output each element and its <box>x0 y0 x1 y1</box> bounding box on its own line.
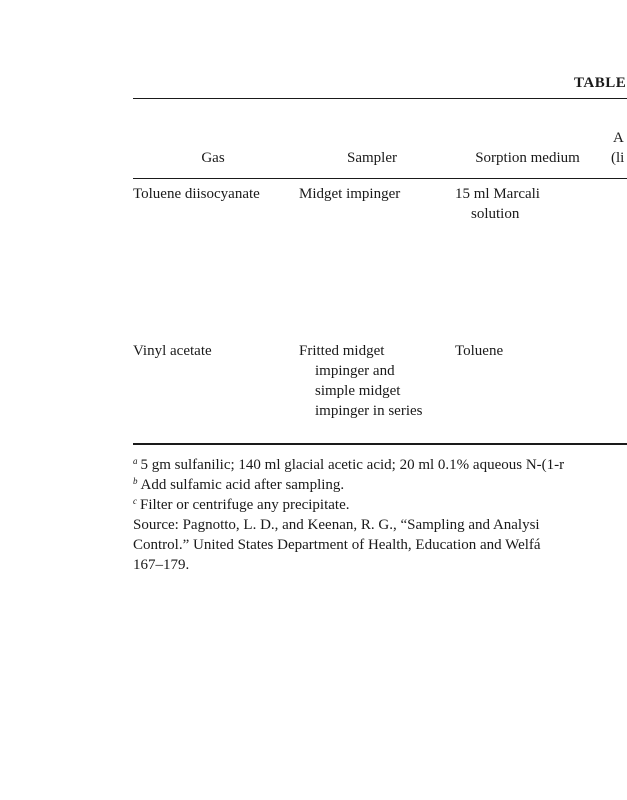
footnote-c <box>133 495 627 515</box>
sampler-line: impinger and <box>315 363 395 379</box>
footnote-text: 5 gm sulfanilic; 140 ml glacial acetic acid; 20 ml 0.1% aqueous N-(1-r <box>140 457 565 473</box>
header-partial-top: A <box>613 130 624 146</box>
table-row-1-gas: Toluene diisocyanate <box>133 186 260 202</box>
header-gas: Gas <box>201 150 225 166</box>
header-sorption-medium: Sorption medium <box>475 150 580 166</box>
table-row-2-gas: Vinyl acetate <box>133 343 212 359</box>
header-rule <box>133 178 627 179</box>
medium-line: Toluene <box>455 343 504 359</box>
footnote-text: Add sulfamic acid after sampling. <box>140 477 345 493</box>
footnote-b <box>133 475 627 495</box>
sampler-line: Midget impinger <box>299 186 401 202</box>
footnote-text: Filter or centrifuge any precipitate. <box>140 497 350 513</box>
table-row-1-sampler <box>299 184 400 204</box>
header-sampler: Sampler <box>347 150 397 166</box>
medium-line: 15 ml Marcali <box>455 186 540 202</box>
footnote-mark: b <box>133 476 138 486</box>
footnote-a <box>133 455 627 475</box>
sampler-line: Fritted midget <box>299 343 385 359</box>
sampler-line: impinger in series <box>315 403 423 419</box>
table-row-2-medium <box>455 341 503 361</box>
footnote-mark: a <box>133 456 138 466</box>
source-line-1: Source: Pagnotto, L. D., and Keenan, R. G., “Sampling and Analysi <box>133 517 540 533</box>
medium-line: solution <box>471 206 520 222</box>
source-line-3: 167–179. <box>133 557 190 573</box>
top-rule <box>133 98 627 99</box>
table-row-1-medium <box>455 184 540 224</box>
source-line-2: Control.” United States Department of Health, Education and Welfá <box>133 537 541 553</box>
sampler-line: simple midget <box>315 383 401 399</box>
footnote-mark: c <box>133 496 137 506</box>
table-row-2-sampler <box>299 341 422 421</box>
table-title: TABLE <box>574 75 627 91</box>
footnotes <box>133 455 627 575</box>
bottom-rule <box>133 443 627 445</box>
header-partial-bottom: (li <box>611 150 625 166</box>
